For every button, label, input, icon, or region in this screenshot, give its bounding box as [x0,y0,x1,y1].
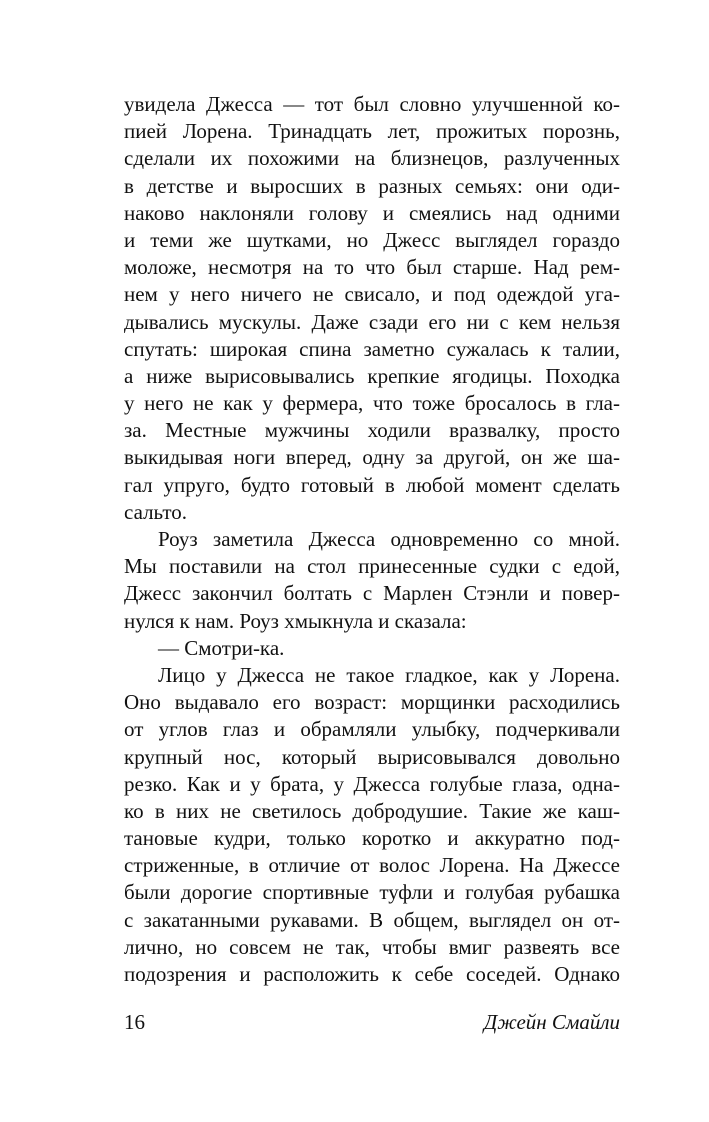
page-footer [124,1007,620,1037]
text-line: сальто. [124,499,187,524]
text-line: с закатанными рукавами. В общем, выглядел он от- [124,907,620,932]
text-line: нулся к нам. Роуз хмыкнула и сказала: [124,608,467,633]
text-line: тановые кудри, только коротко и аккуратно под- [124,826,620,851]
text-line: у него не как у фермера, что тоже бросалось в гла- [124,391,620,416]
text-line: крупный нос, который вырисовывался довольно [124,744,620,769]
text-line: спутать: широкая спина заметно сужалась к талии, [124,336,620,361]
text-line: лично, но совсем не так, чтобы вмиг развеять все [124,934,620,959]
page-number: 16 [124,1010,145,1034]
text-line: от углов глаз и обрамляли улыбку, подчеркивали [124,717,620,742]
text-line: стриженные, в отличие от волос Лорена. На Джессе [124,853,620,878]
text-line: Роуз заметила Джесса одновременно со мной. [158,527,620,551]
text-line: нем у него ничего не свисало, и под одеждой уга- [124,282,620,307]
text-line: ко в них не светилось добродушие. Такие же каш- [124,798,620,823]
text-line: Лицо у Джесса не такое гладкое, как у Лорена. [158,662,620,687]
text-line: за. Местные мужчины ходили вразвалку, просто [124,418,620,443]
text-line: резко. Как и у брата, у Джесса голубые глаза, одна- [124,771,620,796]
text-line: увидела Джесса — тот был словно улучшенной ко- [124,92,620,116]
text-line: наково наклоняли голову и смеялись над одними [124,200,620,225]
text-line: моложе, несмотря на то что был старше. Над рем- [124,255,620,280]
body-text [124,91,620,988]
text-line: Оно выдавало его возраст: морщинки расходились [124,690,620,715]
text-line: дывались мускулы. Даже сзади его ни с кем нельзя [124,309,620,334]
text-line: Мы поставили на стол принесенные судки с едой, [124,554,620,579]
text-line: сделали их похожими на близнецов, разлученных [124,146,620,171]
text-line: а ниже вырисовывались крепкие ягодицы. Походка [124,363,620,388]
text-line: подозрения и расположить к себе соседей. Однако [124,962,620,986]
text-line: Джесс закончил болтать с Марлен Стэнли и повер- [124,581,620,606]
text-line: — Смотри-ка. [158,635,285,660]
text-line: пией Лорена. Тринадцать лет, прожитых порознь, [124,119,620,144]
running-author: Джейн Смайли [483,1010,620,1034]
text-line: были дорогие спортивные туфли и голубая рубашка [124,880,620,905]
text-line: в детстве и выросших в разных семьях: они оди- [124,173,620,198]
text-line: выкидывая ноги вперед, одну за другой, он же ша- [124,445,620,470]
text-line: и теми же шутками, но Джесс выглядел гораздо [124,227,620,252]
text-line: гал упруго, будто готовый в любой момент сделать [124,472,620,497]
